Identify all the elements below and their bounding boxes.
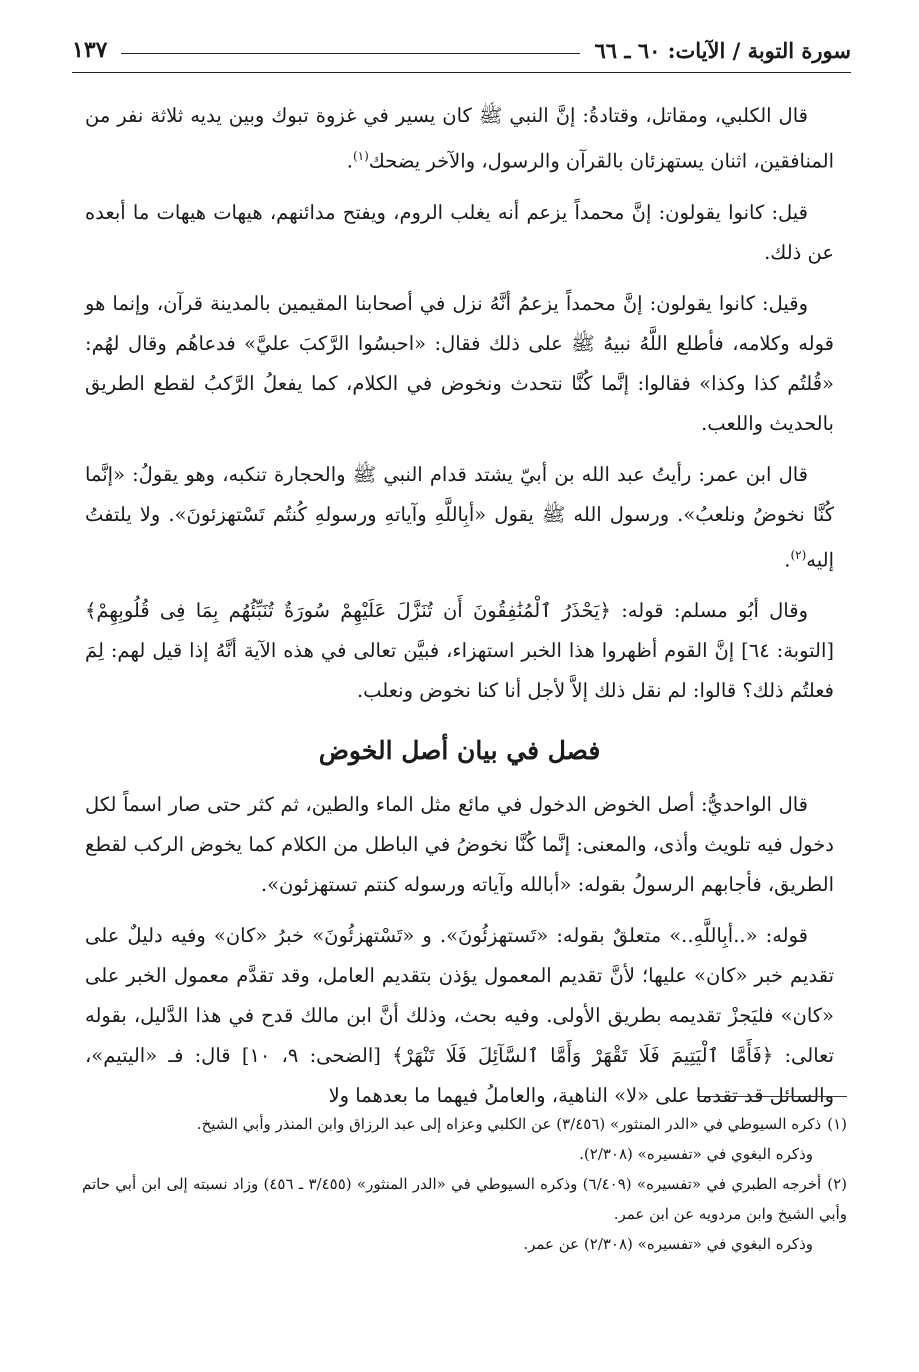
section-heading: فصل في بيان أصل الخوض — [318, 736, 601, 765]
footnote-ref[interactable]: (١) — [352, 149, 369, 163]
paragraph-tail: . — [346, 149, 353, 173]
running-header — [72, 30, 851, 70]
footnote — [82, 1169, 847, 1229]
header-rule — [121, 53, 580, 54]
footnote-text: ذكره السيوطي في «الدر المنثور» (٣/٤٥٦) عن الكلبي وعزاه إلى عبد الرزاق وابن المنذر وأبي الشيخ. — [196, 1115, 822, 1133]
footnote-number: (١) — [827, 1115, 847, 1133]
footnote — [82, 1109, 847, 1139]
paragraph-text: قال ابن عمر: رأيتُ عبد الله بن أبيّ يشتد قدام النبي ﷺ والحجارة تنكبه، وهو يقولُ: «إنَّما كُنَّا نخوضُ ونلعبُ». ورسول الله ﷺ يقول «أبِاللَّهِ وآياتهِ ورسولهِ كُنتُم تَسْتهزئونَ». ولا يلتفتُ إليه — [85, 462, 834, 571]
paragraph-text: قيل: كانوا يقولون: إنَّ محمداً يزعم أنه يغلب الروم، ويفتح مدائنهم، هيهات هيهات ما أبعده عن ذلك. — [85, 200, 834, 264]
footnote-extra: وذكره البغوي في «تفسيره» (٢/٣٠٨). — [579, 1145, 813, 1163]
main-text — [85, 96, 834, 1127]
footnote-ref[interactable]: (٢) — [790, 547, 807, 562]
paragraph-text: قال الواحديُّ: أصل الخوض الدخول في مائع مثل الماء والطين، ثم كثر حتى صار اسماً لكل دخول فيه تلويث وأذى، والمعنى: إنَّما كُنَّا نخوضُ في الباطل من الكلام كما يخوض الركب لقطع الطريق، فأجابهم الرسولُ بقوله: «أبالله وآياته ورسوله كنتم تستهزئون». — [85, 793, 834, 896]
header-title: سورة التوبة / الآيات: ٦٠ ـ ٦٦ — [594, 37, 851, 63]
footnote-extra: وذكره البغوي في «تفسيره» (٢/٣٠٨) عن عمر. — [523, 1235, 813, 1253]
paragraph — [85, 455, 834, 581]
footnote-text: أخرجه الطبري في «تفسيره» (٦/٤٠٩) وذكره السيوطي في «الدر المنثور» (٣/٤٥٥ ـ ٤٥٦) وزاد نسبته إلى ابن أبي حاتم وأبي الشيخ وابن مردويه عن ابن عمر. — [82, 1175, 847, 1223]
paragraph — [85, 284, 834, 444]
paragraph — [85, 591, 834, 711]
paragraph — [85, 916, 834, 1116]
paragraph — [85, 96, 834, 182]
paragraph-text: قوله: «..أبِاللَّهِ..» متعلقٌ بقوله: «تَستهزئُونَ». و «تَسْتهزئُونَ» خبرُ «كان» وفيه دليلٌ على تقديم خبر «كان» عليها؛ لأنَّ تقديم المعمول يؤذن بتقديم العامل، وقد تقدَّم معمول الخبر على «كان» فليَجزْ تقديمه بطريق الأولى. وفيه بحث، وذلك أنَّ ابن مالك قدح في هذا الدَّليل، بقوله تعالى: ﴿فَأَمَّا ٱلْيَتِيمَ فَلَا تَقْهَرْ وَأَمَّا ٱلسَّآئِلَ فَلَا تَنْهَرْ﴾ [الضحى: ٩، ١٠] قال: فـ «اليتيم»، والسائل قد تقدما على «لا» الناهية، والعاملُ فيهما ما بعدهما ولا — [85, 924, 834, 1107]
header-divider — [72, 72, 851, 73]
paragraph-text: وقال أبُو مسلم: قوله: ﴿يَحْذَرُ ٱلْمُنَٰفِقُونَ أَن تُنَزَّلَ عَلَيْهِمْ سُورَةٌ تُنَبِّئُهُم بِمَا فِى قُلُوبِهِمْ﴾ [التوبة: ٦٤] إنَّ القوم أظهروا هذا الخبر استهزاء، فبيَّن تعالى في هذه الآية أنَّهُ إذا قيل لهم: لِمَ فعلتُم ذلك؟ قالوا: لم نقل ذلك إلاَّ لأجل أنا كنا نخوض ونعلب. — [85, 599, 835, 702]
footnote-number: (٢) — [827, 1175, 847, 1193]
paragraph-text: وقيل: كانوا يقولون: إنَّ محمداً يزعمُ أنَّهُ نزل في أصحابنا المقيمين بالمدينة قرآن، وإنما هو قوله وكلامه، فأطلع اللَّهُ نبيهُ ﷺ على ذلك فقال: «احبسُوا الرَّكبَ عليَّ» فدعاهُم وقال لهُم: «قُلتُم كذا وكذا» فقالوا: إنَّما كُنَّا نتحدث ونخوض في الكلام، كما يفعلُ الرَّكبُ لقطع الطريق بالحديث واللعب. — [85, 291, 834, 435]
paragraph — [85, 785, 834, 905]
footnote-rule — [697, 1096, 847, 1097]
page-number: ١٣٧ — [72, 37, 108, 63]
paragraph-tail: . — [784, 548, 791, 571]
paragraph-text: قال الكلبي، ومقاتل، وقتادةُ: إنَّ النبي ﷺ كان يسير في غزوة تبوك وبين يديه ثلاثة نفر من المنافقين، اثنان يستهزئان بالقرآن والرسول، والآخر يضحك — [85, 104, 834, 173]
footnotes — [82, 1096, 847, 1259]
paragraph — [85, 193, 834, 273]
